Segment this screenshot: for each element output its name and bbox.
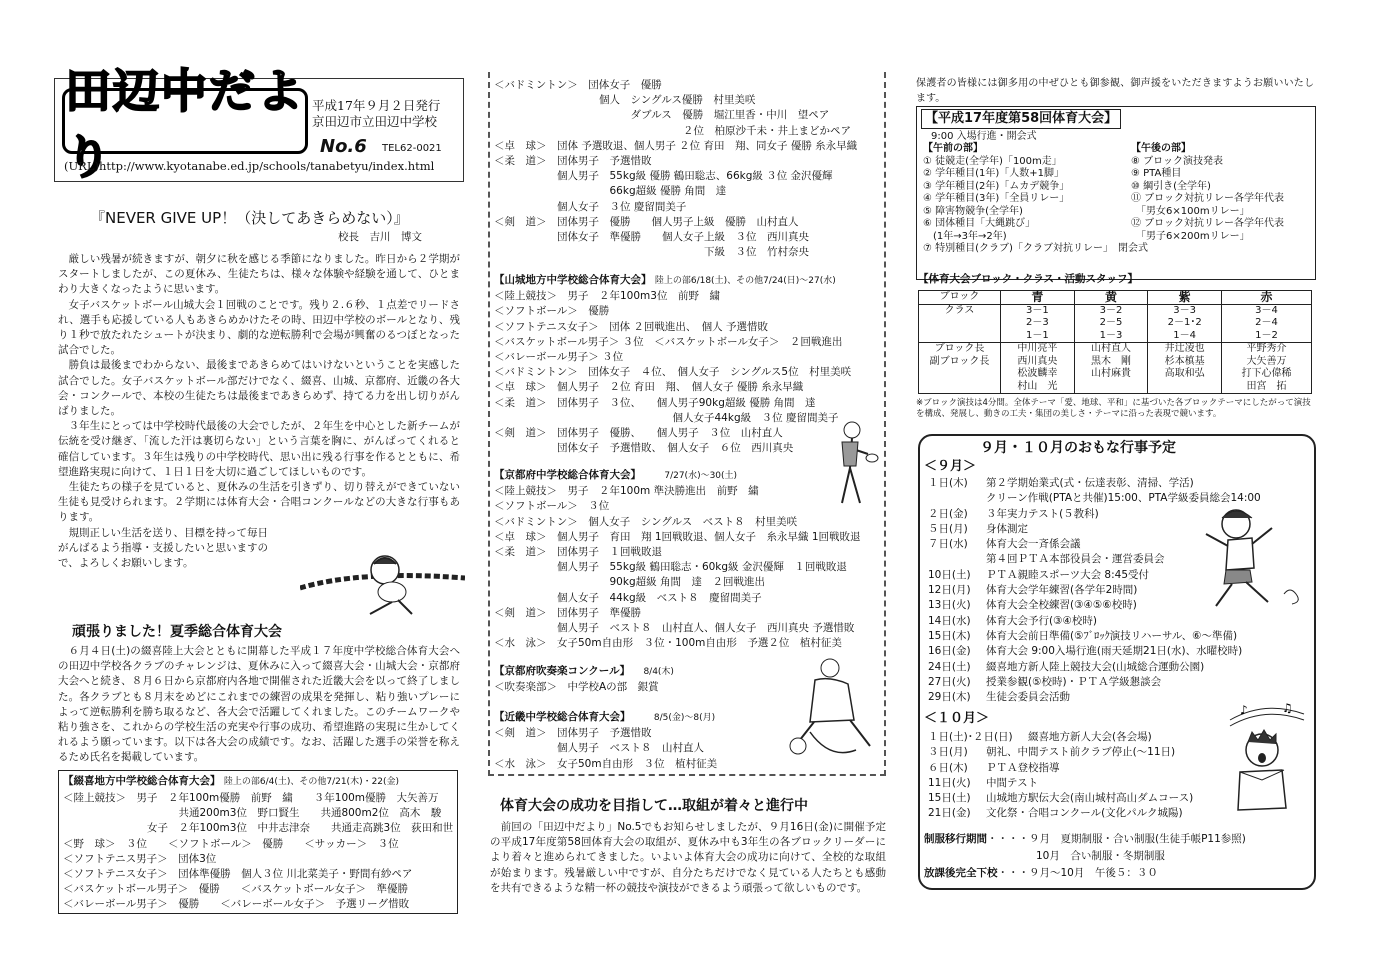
- event-text: 中間テスト: [986, 776, 1039, 789]
- program-item: ③ 学年種目(2年)「ムカデ競争」: [923, 180, 1070, 192]
- event-date: １日(木): [928, 477, 968, 489]
- kyoto-dates: 7/27(水)〜30(土): [664, 471, 738, 481]
- result-line: 団体女子 準優勝 個人女子上級 ３位 西川真央: [494, 231, 809, 244]
- result-line: ２位 柏原沙千未・井上まどかペア: [494, 124, 851, 137]
- class-cell: 1－4: [1173, 329, 1196, 341]
- result-line: 団体女子 予選惜敗、 個人女子 ６位 西川真央: [494, 442, 794, 455]
- staff-role-label: 副ブロック長: [929, 355, 990, 367]
- yamashiro-title: 【山城地方中学校総合体育大会】: [494, 274, 652, 286]
- class-cell: 3－2: [1099, 304, 1123, 316]
- event-text: 第２学期始業式(式・伝達表彰、清掃、学活): [986, 477, 1194, 489]
- september-label: ＜９月＞: [924, 459, 977, 474]
- event-row: [928, 629, 1261, 644]
- program-item: 「男女6×100mリレー」: [1131, 205, 1250, 217]
- event-text: 文化祭・合唱コンクール(文化パルク城陽): [986, 807, 1183, 820]
- essay-paragraph: がんばるよう指導・支援したいと思いますの: [58, 541, 268, 554]
- essay-paragraph: 女子バスケットボール山城大会１回戦のことです。残り２.６秒、１点差でリードされ、選手も応援している人もあきらめかけたその時、田辺中学校のボールとなり、残り１秒で放たれたシュートが決まり、劇的な逆転勝利で会場が興奮のるつぼとなった試合でした。: [58, 298, 460, 357]
- kyoto-results: [494, 468, 861, 651]
- staff-name: 山村直人: [1090, 343, 1131, 354]
- result-line: ＜ソフトボール＞ 優勝: [494, 305, 610, 318]
- event-text: ３年実力テスト(５教科): [986, 507, 1099, 520]
- judo-illustration: [770, 650, 880, 768]
- result-line: ＜バレーボール男子＞ ３位: [494, 351, 624, 364]
- result-line: ＜バドミントン＞ 団体女子 優勝: [494, 79, 662, 91]
- event-text: 生徒会委員会活動: [986, 691, 1070, 704]
- morning-program: [923, 143, 1148, 256]
- class-cell: 1－1: [1025, 329, 1049, 341]
- program-item: ⑧ ブロック演技発表: [1131, 155, 1223, 167]
- result-line: 個人女子 44kg級 ベスト８ 慶留間美子: [494, 591, 762, 604]
- event-date: 16日(金): [928, 645, 971, 658]
- event-text: 身体測定: [986, 522, 1028, 535]
- event-date: ５日(月): [928, 522, 968, 535]
- essay-paragraph: 勝負は最後までわからない、最後まであきらめてはいけないということを実感した試合でした。女子バスケットボール部だけでなく、綴喜、山城、京都府、近畿の各大会・コンクールで、本校の生徒たちは最後まであきらめず、持てる力を出し切りがんばりました。: [58, 359, 460, 418]
- event-date: ３日(月): [928, 746, 968, 759]
- program-box: [916, 106, 1316, 280]
- staff-head-blue: 青: [1001, 291, 1075, 305]
- result-line: ＜卓 球＞ 個人男子 ２位 育田 翔、 個人女子 優勝 糸永早織: [494, 381, 804, 394]
- event-row: [928, 614, 1261, 629]
- staff-name: 平野秀介: [1246, 343, 1287, 354]
- essay-paragraph: 生徒たちの様子を見ていると、夏休みの生活を引きずり、切り替えができていない生徒も見受けられます。２学期には体育大会・合唱コンクールなどの大きな行事もあります。: [58, 481, 460, 524]
- program-item: ⑫ ブロック対抗リレー各学年代表: [1131, 218, 1284, 229]
- event-date: 21日(金): [928, 807, 971, 820]
- event-date: [928, 552, 986, 567]
- staff-class-label: クラス: [919, 304, 1001, 343]
- summer-body: ６月４日(土)の綴喜陸上大会とともに開幕した平成１７年度中学校総合体育大会への田辺中学校各クラブのチャレンジは、夏休みに入って綴喜大会・山城大会・京都府大会へと続き、８月６日から京都府内各地で開催された近畿大会を以って終了しました。各クラブとも８月末をめどにこれまでの練習の成果を発揮し、粘り強いプレーによって逆転勝利を勝ち取るなど、各大会で活躍してくれました。このチームワークや粘り強さを、これからの学校生活の充実や行事の成功、希望進路の実現に生かしてくれるよう願っています。以下は各大会の成績です。なお、活躍した選手の栄誉を称えるため氏名を掲載しています。: [58, 645, 460, 764]
- event-row: [928, 730, 1193, 745]
- event-row: [928, 745, 1193, 760]
- taiiku-heading: 体育大会の成功を目指して…取組が着々と進行中: [500, 798, 808, 814]
- result-line: 女子 ２年100m3位 中井志津奈 共通走高跳3位 荻田和世: [63, 822, 454, 835]
- tsuzuki-dates: 陸上の部6/4(土)、その他7/21(木)・22(金): [223, 777, 400, 787]
- result-line: 66kg超級 優勝 角間 達: [494, 185, 727, 198]
- kinki-title: 【近畿中学校総合体育大会】: [494, 711, 631, 723]
- school-url[interactable]: (URL)http://www.kyotanabe.ed.jp/schools/tanabetyu/index.html: [64, 159, 435, 173]
- event-date: 24日(土): [928, 660, 971, 673]
- kinki-results: [494, 710, 717, 772]
- result-line: ＜剣 道＞ 団体男子 準優勝: [494, 606, 641, 619]
- event-row: [928, 644, 1261, 659]
- class-cell: 1－2: [1255, 329, 1278, 341]
- afternoon-label: 【午後の部】: [1131, 143, 1191, 154]
- essay-title: 『NEVER GIVE UP！（決してあきらめない）』: [90, 209, 409, 227]
- morning-label: 【午前の部】: [923, 143, 983, 154]
- essay-paragraph: で、よろしくお願いします。: [58, 557, 194, 570]
- event-date: 11日(火): [928, 776, 971, 789]
- result-line: ＜ソフトテニス女子＞ 団体 ２回戦進出、 個人 予選惜敗: [494, 320, 769, 333]
- result-line: ＜ソフトボール＞ ３位: [494, 500, 610, 513]
- result-line: ＜ソフトテニス女子＞ 団体準優勝 個人３位 川北菜美子・野間有紗ペア: [63, 868, 413, 881]
- event-row: [928, 660, 1261, 675]
- kyoto-title: 【京都府中学校総合体育大会】: [494, 469, 641, 481]
- event-date: ２日(金): [928, 507, 968, 520]
- result-line: ＜剣 道＞ 団体男子 予選惜敗: [494, 727, 652, 740]
- svg-text:♫: ♫: [1282, 701, 1293, 715]
- brass-results: [494, 664, 674, 695]
- staff-name: 中川亮平: [1017, 343, 1058, 354]
- result-line: ＜柔 道＞ 団体男子 ３位、 個人男子90kg超級 優勝 角間 達: [494, 396, 816, 409]
- event-date: 15日(木): [928, 629, 971, 642]
- taiiku-body: 前回の「田辺中だより」No.5でもお知らせしましたが、９月16日(金)に開催予定の平成17年度第58回体育大会の取組が、夏休み中も3年生の各ブロックリーダーにより着々と進められてきました。いよいよ体育大会の成功に向けて、全校的な取組が始まります。残暑厳しい中ですが、自分たちだけでなく見ている人たちとも感動を共有できるような精一杯の競技や演技ができるよう頑張って欲しいものです。: [490, 821, 886, 894]
- dismissal-text: ・・・９月〜10月 午後５：３０: [997, 867, 1158, 879]
- school-name: 京田辺市立田辺中学校: [312, 114, 438, 129]
- event-row: [928, 675, 1261, 690]
- event-date: ６日(木): [928, 761, 968, 774]
- result-line: 個人女子44kg級 ３位 慶留間美子: [494, 411, 839, 424]
- result-line: 個人男子 ベスト８ 山村直人、個人女子 西川真央 予選惜敗: [494, 622, 855, 635]
- staff-name: 村山 光: [1017, 380, 1058, 392]
- dismissal-time: [924, 866, 1158, 881]
- event-text: 体育大会学年練習(各学年2時間): [986, 584, 1138, 597]
- result-line: ＜バレーボール男子＞ 優勝 ＜バレーボール女子＞ 予選リーグ惜敗: [63, 898, 410, 911]
- events-title: ９月・１０月のおもな行事予定: [980, 440, 1176, 456]
- dismissal-label: 放課後完全下校: [924, 867, 998, 879]
- event-date: 10日(土): [928, 568, 971, 581]
- result-line: ＜卓 球＞ 個人男子 育田 翔 1回戦敗退、個人女子 糸永早織 1回戦敗退: [494, 530, 861, 543]
- issue-date: 平成17年９月２日発行: [312, 98, 441, 113]
- result-line: ＜陸上競技＞ 男子 ２年100m 準決勝進出 前野 繍: [494, 485, 759, 498]
- class-cell: 1－3: [1099, 329, 1123, 341]
- event-row: [928, 791, 1193, 806]
- event-row: [928, 491, 1261, 506]
- result-line: ＜剣 道＞ 団体男子 優勝 個人男子上級 優勝 山村直人: [494, 215, 799, 228]
- issue-number: No.6: [320, 136, 367, 157]
- result-line: ＜水 泳＞ 女子50m自由形 ３位・100m自由形 予選２位 植村征美: [494, 637, 842, 650]
- staff-head-purple: 紫: [1148, 291, 1222, 305]
- event-text: 第４回ＰＴＡ本部役員会・運営委員会: [986, 553, 1165, 566]
- staff-name: 黒木 剛: [1090, 355, 1131, 367]
- event-date: ７日(水): [928, 538, 968, 551]
- october-events: [928, 730, 1193, 822]
- program-item: ⑨ PTA種目: [1131, 168, 1182, 179]
- event-text: 綴喜地方新人陸上競技大会(山城総合運動公園): [986, 660, 1205, 673]
- class-cell: 2－4: [1255, 317, 1278, 328]
- result-line: 個人男子 55kg級 優勝 鶴田聡志、66kg級 ３位 金沢優輝: [494, 170, 833, 183]
- result-line: ＜陸上競技＞ 男子 ２年100m3位 前野 繍: [494, 290, 720, 303]
- result-line: ＜卓 球＞ 団体 予選敗退、個人男子 ２位 育田 翔、同女子 優勝 糸永早織: [494, 139, 858, 152]
- tsuzuki-results-box: [58, 770, 458, 914]
- summer-heading: 頑張りました！夏季総合体育大会: [72, 624, 282, 640]
- result-line: 個人 シングルス優勝 村里美咲: [494, 94, 756, 107]
- essay-paragraph: ３年生にとっては中学校時代最後の大会でしたが、２年生を中心とした新チームが伝統を受け継ぎ、「流した汗は裏切らない」という言葉を胸に、がんばってくれると確信しています。３年生は残りの中学校時代、思い出に残る行事を作るとともに、希望進路実現に向けて、１日１日を大切に過ごしてほしいものです。: [58, 420, 460, 478]
- event-text: 授業参観(⑤校時)・ＰＴＡ学級懇談会: [986, 675, 1162, 688]
- event-text: 体育大会前日準備(⑤ﾌﾞﾛｯｸ演技リハーサル、⑥〜準備): [986, 629, 1238, 642]
- result-line: 下級 ３位 竹村奈央: [494, 246, 809, 259]
- afternoon-program: [1131, 143, 1284, 243]
- result-line: ダブルス 優勝 堀江里香・中川 望ペア: [494, 109, 830, 122]
- brass-title: 【京都府吹奏楽コンクール】: [494, 665, 631, 677]
- yamashiro-dates: 陸上の部6/18(土)、その他7/24(日)〜27(水): [654, 276, 836, 286]
- result-line: ＜野 球＞ ３位 ＜ソフトボール＞ 優勝 ＜サッカー＞ ３位: [63, 837, 399, 850]
- result-line: ＜陸上競技＞ 男子 ２年100m優勝 前野 繍 ３年100m優勝 大矢善万: [63, 792, 439, 804]
- class-cell: 2－1･2: [1167, 317, 1202, 328]
- staff-title: 【体育大会ブロック・クラス・活動スタッフ】: [918, 273, 1138, 285]
- result-line: ＜柔 道＞ 団体男子 １回戦敗退: [494, 546, 662, 559]
- event-date: 12日(月): [928, 584, 971, 597]
- event-row: [928, 806, 1193, 821]
- essay-paragraph: 規則正しい生活を送り、目標を持って毎日: [58, 526, 268, 539]
- staff-name: 井辻凌也: [1164, 343, 1205, 354]
- event-text: 山城地方駅伝大会(南山城村高山ダムコース): [986, 792, 1194, 805]
- event-date: １日(土)･２日(日): [928, 731, 1013, 743]
- result-line: ＜バドミントン＞ 団体女子 ４位、 個人女子 シングルス5位 村里美咲: [494, 366, 852, 379]
- program-title: 【平成17年度第58回体育大会】: [921, 109, 1121, 129]
- staff-name: 高取和弘: [1164, 368, 1205, 379]
- uniform-text-1: ・・・・９月 夏期制服・合い制服(生徒手帳P11参照): [987, 833, 1246, 845]
- event-row: [928, 776, 1193, 791]
- event-date: 14日(水): [928, 614, 971, 627]
- result-line: ＜バスケットボール男子＞ 優勝 ＜バスケットボール女子＞ 準優勝: [63, 883, 409, 896]
- event-date: 27日(火): [928, 675, 971, 688]
- class-cell: 3－4: [1255, 304, 1278, 316]
- result-line: 共通200m3位 野口賢生 共通800m2位 高木 駿: [63, 807, 442, 820]
- program-item: ⑤ 障害物競争(全学年): [923, 205, 1023, 217]
- uniform-text-2: 10月 合い制服・冬期制服: [1036, 850, 1165, 862]
- tug-of-war-illustration: [300, 548, 465, 618]
- class-cell: 3－1: [1025, 304, 1049, 316]
- essay-paragraph: 厳しい残暑が続きますが、朝夕に秋を感じる季節になりました。昨日から２学期がスタートしましたが、この夏休み、生徒たちは、様々な体験や経験を通して、ひとまわり大きくなったように思います。: [58, 253, 460, 296]
- tsuzuki-title: 【綴喜地方中学校総合体育大会】: [63, 775, 221, 787]
- staff-note: ※ブロック演技は4分間。全体テーマ「愛、地球、平和」に基づいた各ブロックテーマにしたがって演技を構成、発展し、動きの工夫・集団の美しさ・テーマに沿った表現で競います。: [916, 398, 1311, 419]
- event-text: クリーン作戦(PTAと共催)15:00、PTA学級委員総会14:00: [986, 492, 1261, 505]
- result-line: ＜柔 道＞ 団体男子 予選惜敗: [494, 155, 652, 168]
- event-text: 体育大会予行(③④校時): [986, 614, 1098, 627]
- event-text: 体育大会一斉係会議: [986, 538, 1081, 551]
- yamashiro-top-results: [494, 78, 857, 260]
- result-line: ＜バドミントン＞ 個人女子 シングルス ベスト８ 村里美咲: [494, 515, 798, 528]
- event-text: 綴喜地方新人大会(各会場): [1028, 731, 1152, 743]
- essay-body: [58, 252, 460, 571]
- event-text: ＰＴＡ親睦スポーツ大会 8:45受付: [986, 568, 1149, 581]
- staff-role-label: ブロック長: [934, 343, 985, 354]
- program-item: ① 徒競走(全学年)「100m走」: [923, 155, 1062, 167]
- result-line: 個人女子 ３位 慶留間美子: [494, 200, 687, 213]
- tel-number: TEL62-0021: [382, 143, 442, 154]
- staff-name: 大矢善万: [1246, 355, 1287, 367]
- program-item: ⑪ ブロック対抗リレー各学年代表: [1131, 193, 1284, 204]
- program-item: ⑩ 綱引き(全学年): [1131, 180, 1211, 192]
- running-girl-illustration: [1196, 506, 1306, 614]
- staff-name: 杉本槙基: [1164, 355, 1205, 367]
- result-line: ＜ソフトテニス男子＞ 団体3位: [63, 852, 217, 865]
- staff-head-block: ブロック: [919, 291, 1001, 305]
- singing-boy-illustration: [1220, 700, 1310, 812]
- staff-name: 松波麟幸: [1017, 368, 1058, 379]
- event-row: [928, 690, 1261, 705]
- class-cell: 2－3: [1025, 317, 1049, 328]
- event-row: [928, 761, 1193, 776]
- program-item: ⑦ 特別種目(クラブ)「クラブ対抗リレー」 閉会式: [923, 243, 1148, 254]
- attendance-request: 保護者の皆様には御多用の中ぜひとも御参観、御声援をいただきますようお願いいたします。: [916, 78, 1314, 104]
- class-cell: 3－3: [1173, 304, 1196, 316]
- event-row: [928, 476, 1261, 491]
- uniform-label: 制服移行期間: [924, 833, 987, 845]
- yamashiro-results: [494, 273, 851, 456]
- october-label: ＜１０月＞: [924, 711, 990, 726]
- staff-head-yellow: 黄: [1074, 291, 1148, 305]
- result-line: 個人男子 55kg級 鶴田聡志・60kg級 金沢優輝 １回戦敗退: [494, 561, 847, 574]
- program-item: (1年→3年→2年): [923, 230, 1007, 242]
- event-text: ＰＴＡ登校指導: [986, 761, 1060, 774]
- svg-text:♪: ♪: [1240, 703, 1248, 717]
- staff-name: 山村麻貴: [1090, 368, 1131, 379]
- result-line: ＜吹奏楽部＞ 中学校Aの部 銀賞: [494, 681, 659, 694]
- result-line: 90kg超級 角間 達 ２回戦進出: [494, 576, 765, 589]
- program-item: 「男子6×200mリレー」: [1131, 230, 1250, 242]
- program-item: ② 学年種目(1年)「人数+1脚」: [923, 168, 1065, 179]
- uniform-change: [924, 832, 1246, 847]
- event-date: 29日(木): [928, 691, 971, 704]
- staff-name: 西川真央: [1017, 355, 1058, 367]
- program-item: ⑥ 団体種目「大縄跳び」: [923, 218, 1036, 229]
- brass-date: 8/4(木): [643, 667, 674, 677]
- event-text: 体育大会 9:00入場行進(雨天延期21日(水)、水曜校時): [986, 645, 1243, 658]
- class-cell: 2－5: [1099, 317, 1123, 328]
- staff-table: [918, 290, 1312, 394]
- result-line: ＜バスケットボール男子＞ ３位 ＜バスケットボール女子＞ ２回戦進出: [494, 335, 843, 348]
- staff-head-red: 赤: [1221, 291, 1311, 305]
- event-text: 体育大会全校練習(③④⑤⑥校時): [986, 599, 1137, 612]
- masthead-title: 田辺中だより: [62, 88, 308, 154]
- essay-author: 校長 吉川 博文: [338, 231, 422, 243]
- event-date: [928, 491, 986, 506]
- staff-name: 田宮 拓: [1246, 380, 1287, 392]
- result-line: ＜水 泳＞ 女子50m自由形 ３位 植村征美: [494, 757, 718, 770]
- event-date: 13日(火): [928, 599, 971, 612]
- kinki-dates: 8/5(金)〜8(月): [653, 713, 716, 723]
- result-line: 個人男子 ベスト８ 山村直人: [494, 742, 704, 755]
- result-line: ＜剣 道＞ 団体男子 優勝、 個人男子 ３位 山村直人: [494, 427, 783, 440]
- program-item: ④ 学年種目(3年)「全員リレー」: [923, 193, 1070, 204]
- opening-ceremony: 9:00 入場行進・開会式: [931, 131, 1037, 142]
- event-date: 15日(土): [928, 792, 971, 805]
- event-text: 朝礼、中間テスト前クラブ停止(〜11日): [986, 746, 1176, 759]
- staff-name: 打下心偉稀: [1241, 368, 1292, 379]
